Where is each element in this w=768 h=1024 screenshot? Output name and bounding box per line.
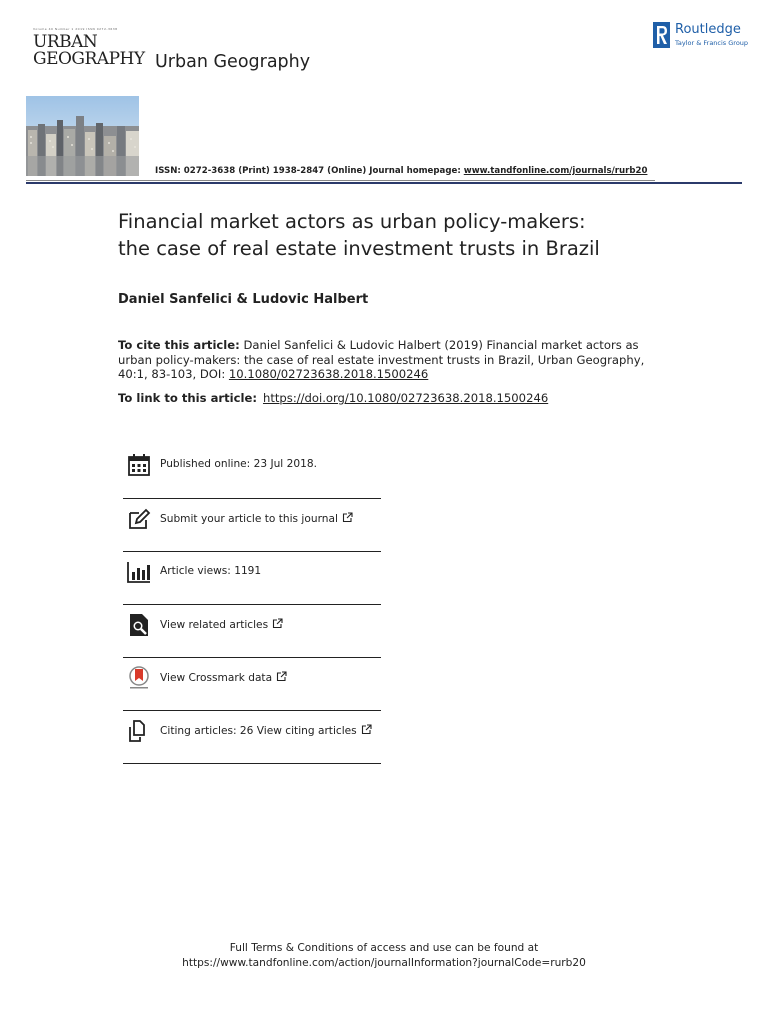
external-link-icon [342,512,353,523]
external-link-icon [361,724,372,735]
journal-cover-image [26,96,139,176]
publisher-name: Routledge [675,22,741,37]
header-divider-thick [26,182,742,184]
bar-chart-icon [127,560,151,584]
action-label-text[interactable]: View Crossmark data [160,672,273,684]
action-related-articles[interactable] [123,605,381,658]
calendar-icon [127,453,151,477]
article-title [118,208,678,262]
issn-line [155,166,647,176]
action-label: Published online: 23 Jul 2018. [160,458,317,470]
search-document-icon [127,613,151,637]
action-label: Article views: 1191 [160,565,262,577]
article-title-line2: the case of real estate investment trusts in Brazil [118,237,600,260]
terms-footer-url[interactable]: https://www.tandfonline.com/action/journalInformation?journalCode=rurb20 [182,957,586,969]
external-link-icon [272,618,283,629]
action-label-text[interactable]: Citing articles: 26 View citing articles [160,725,357,737]
action-submit-article[interactable] [123,499,381,552]
action-label[interactable] [160,512,353,525]
terms-footer [0,941,768,971]
article-authors: Daniel Sanfelici & Ludovic Halbert [118,292,369,307]
action-label-text[interactable]: Submit your article to this journal [160,513,338,525]
action-crossmark[interactable] [123,658,381,711]
external-link-icon [276,671,287,682]
article-link-block [118,391,548,405]
copy-icon [127,719,151,743]
action-label[interactable] [160,618,283,631]
article-actions-list [123,445,381,764]
publisher-subtitle: Taylor & Francis Group [675,39,749,47]
action-published-online [123,445,381,499]
action-article-views [123,552,381,605]
publisher-logo[interactable] [653,22,749,50]
journal-logo-line1: URBAN [33,32,98,52]
journal-homepage-link[interactable]: www.tandfonline.com/journals/rurb20 [463,166,648,176]
edit-icon [127,507,151,531]
action-label[interactable] [160,671,287,684]
routledge-icon [653,22,670,48]
article-title-line1: Financial market actors as urban policy-makers: [118,210,586,233]
action-citing-articles[interactable] [123,711,381,764]
issn-text: ISSN: 0272-3638 (Print) 1938-2847 (Online) Journal homepage: [155,166,464,176]
action-label[interactable] [160,724,372,737]
article-link-label: To link to this article: [118,391,257,405]
action-label-text[interactable]: View related articles [160,619,269,631]
crossmark-icon [127,666,151,690]
citation-doi-link[interactable]: 10.1080/02723638.2018.1500246 [228,367,429,382]
city-skyline-image [26,96,139,176]
terms-footer-line1: Full Terms & Conditions of access and use can be found at [229,942,539,954]
citation-label: To cite this article: [118,338,240,352]
citation-text: Daniel Sanfelici & Ludovic Halbert (2019) Financial market actors as urban policy-makers: the case of real estate investment trusts in Brazil, Urban Geography, 40:1, 83-103, DOI: [118,338,645,382]
cover-volume-text: Volume 40 Number 1 2019 ISSN 0272-3638 [33,27,118,31]
journal-logo [33,34,145,68]
article-doi-url[interactable]: https://doi.org/10.1080/02723638.2018.1500246 [262,391,549,405]
journal-logo-line2: GEOGRAPHY [33,49,145,69]
header-divider-thin [26,180,655,181]
citation-block [118,338,648,382]
journal-title[interactable]: Urban Geography [155,52,311,72]
